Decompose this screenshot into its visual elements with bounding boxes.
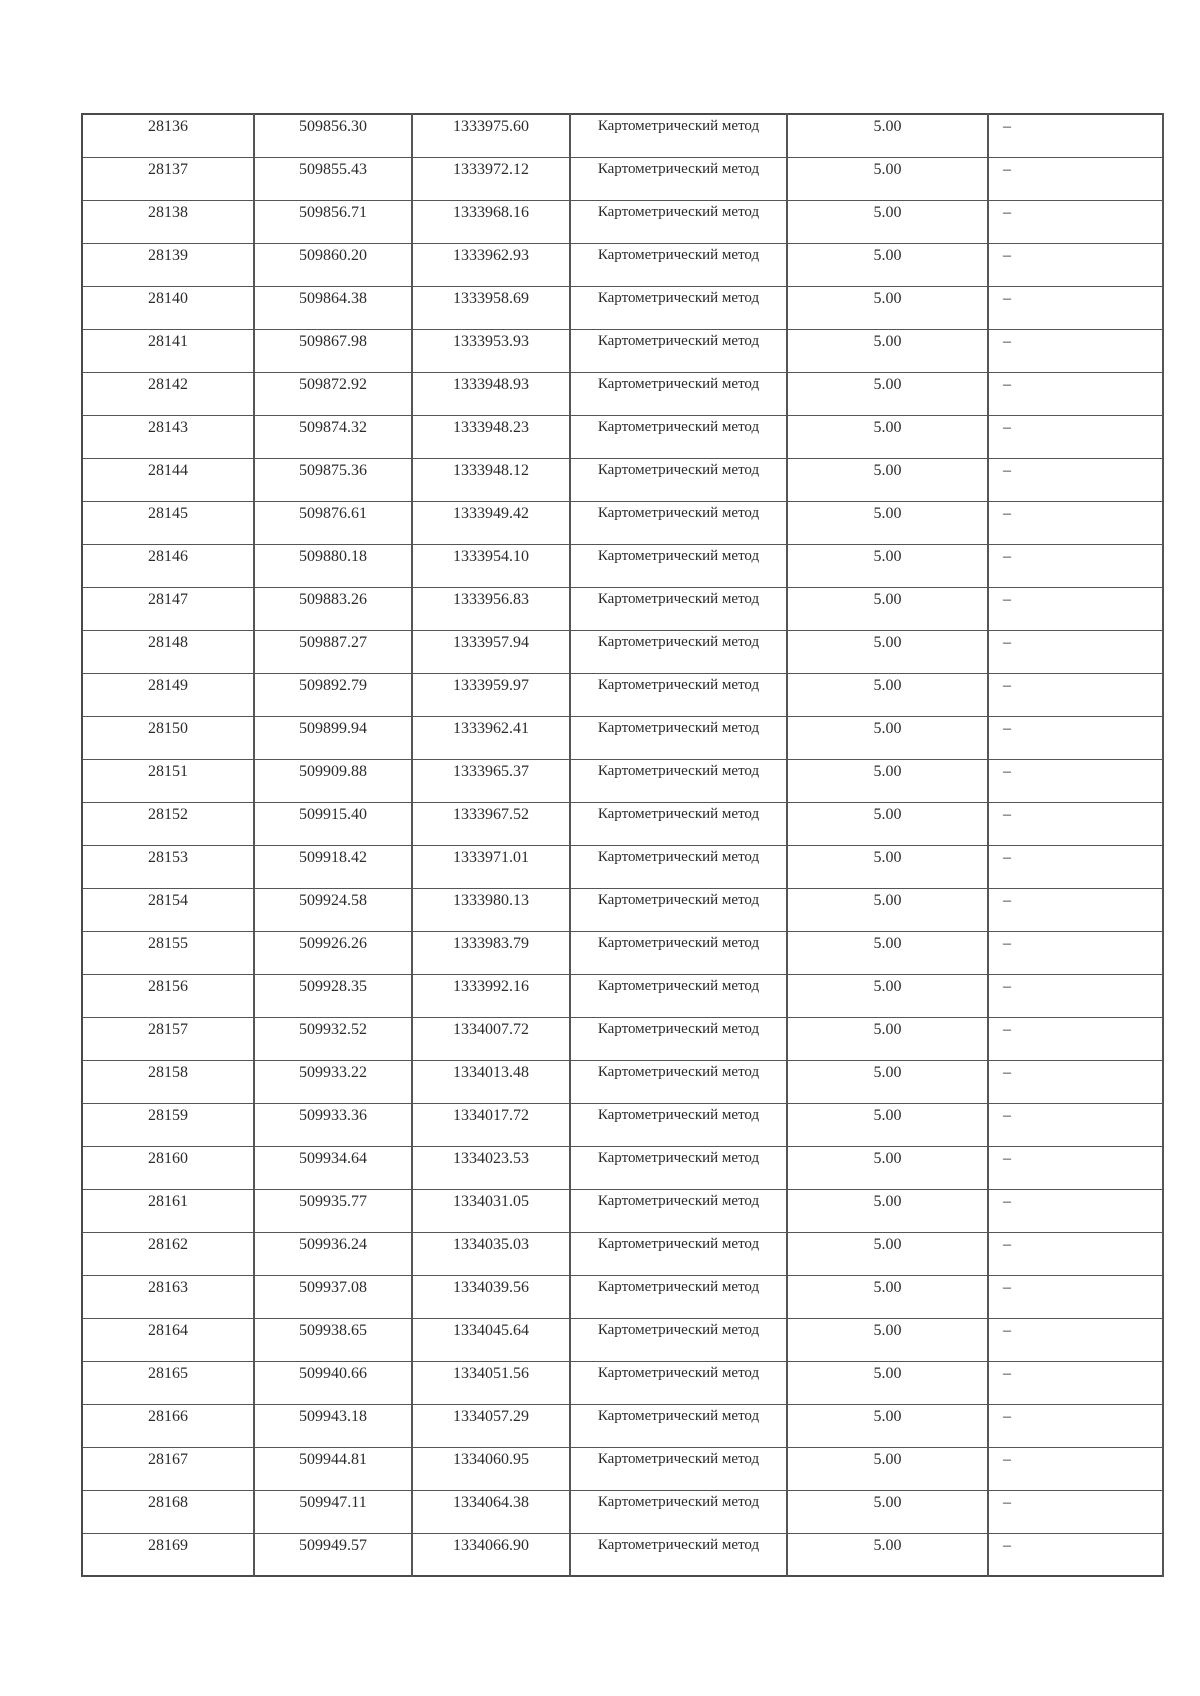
y-coordinate-cell: 1333983.79 — [412, 931, 570, 974]
note-cell: – — [988, 501, 1163, 544]
y-coordinate-cell: 1333953.93 — [412, 329, 570, 372]
table-row — [82, 759, 1163, 802]
note-cell: – — [988, 974, 1163, 1017]
x-coordinate-cell: 509943.18 — [254, 1404, 412, 1447]
coordinates-table — [81, 113, 1164, 1577]
note-cell: – — [988, 329, 1163, 372]
table-row — [82, 1275, 1163, 1318]
table-row — [82, 157, 1163, 200]
y-coordinate-cell: 1334064.38 — [412, 1490, 570, 1533]
y-coordinate-cell: 1333957.94 — [412, 630, 570, 673]
note-cell: – — [988, 114, 1163, 157]
point-number-cell: 28138 — [82, 200, 254, 243]
accuracy-cell: 5.00 — [787, 1533, 988, 1576]
table-row — [82, 1490, 1163, 1533]
accuracy-cell: 5.00 — [787, 1060, 988, 1103]
method-cell: Картометрический метод — [570, 1490, 787, 1533]
table-row — [82, 1404, 1163, 1447]
method-cell: Картометрический метод — [570, 630, 787, 673]
method-cell: Картометрический метод — [570, 587, 787, 630]
method-cell: Картометрический метод — [570, 1103, 787, 1146]
point-number-cell: 28166 — [82, 1404, 254, 1447]
method-cell: Картометрический метод — [570, 329, 787, 372]
method-cell: Картометрический метод — [570, 157, 787, 200]
accuracy-cell: 5.00 — [787, 286, 988, 329]
table-row — [82, 630, 1163, 673]
accuracy-cell: 5.00 — [787, 415, 988, 458]
x-coordinate-cell: 509936.24 — [254, 1232, 412, 1275]
method-cell: Картометрический метод — [570, 1318, 787, 1361]
table-row — [82, 1361, 1163, 1404]
method-cell: Картометрический метод — [570, 415, 787, 458]
method-cell: Картометрический метод — [570, 845, 787, 888]
x-coordinate-cell: 509935.77 — [254, 1189, 412, 1232]
y-coordinate-cell: 1334066.90 — [412, 1533, 570, 1576]
point-number-cell: 28148 — [82, 630, 254, 673]
table-row — [82, 544, 1163, 587]
point-number-cell: 28145 — [82, 501, 254, 544]
y-coordinate-cell: 1334045.64 — [412, 1318, 570, 1361]
y-coordinate-cell: 1334060.95 — [412, 1447, 570, 1490]
y-coordinate-cell: 1334023.53 — [412, 1146, 570, 1189]
method-cell: Картометрический метод — [570, 200, 787, 243]
point-number-cell: 28140 — [82, 286, 254, 329]
accuracy-cell: 5.00 — [787, 1404, 988, 1447]
x-coordinate-cell: 509949.57 — [254, 1533, 412, 1576]
accuracy-cell: 5.00 — [787, 630, 988, 673]
accuracy-cell: 5.00 — [787, 974, 988, 1017]
table-row — [82, 1060, 1163, 1103]
point-number-cell: 28163 — [82, 1275, 254, 1318]
note-cell: – — [988, 759, 1163, 802]
point-number-cell: 28150 — [82, 716, 254, 759]
table-row — [82, 587, 1163, 630]
note-cell: – — [988, 544, 1163, 587]
accuracy-cell: 5.00 — [787, 544, 988, 587]
note-cell: – — [988, 1361, 1163, 1404]
x-coordinate-cell: 509933.36 — [254, 1103, 412, 1146]
x-coordinate-cell: 509899.94 — [254, 716, 412, 759]
table-row — [82, 1318, 1163, 1361]
accuracy-cell: 5.00 — [787, 114, 988, 157]
accuracy-cell: 5.00 — [787, 1490, 988, 1533]
x-coordinate-cell: 509933.22 — [254, 1060, 412, 1103]
note-cell: – — [988, 1232, 1163, 1275]
note-cell: – — [988, 372, 1163, 415]
point-number-cell: 28147 — [82, 587, 254, 630]
point-number-cell: 28165 — [82, 1361, 254, 1404]
y-coordinate-cell: 1333948.12 — [412, 458, 570, 501]
accuracy-cell: 5.00 — [787, 1275, 988, 1318]
accuracy-cell: 5.00 — [787, 1189, 988, 1232]
method-cell: Картометрический метод — [570, 931, 787, 974]
point-number-cell: 28168 — [82, 1490, 254, 1533]
y-coordinate-cell: 1333968.16 — [412, 200, 570, 243]
table-row — [82, 845, 1163, 888]
method-cell: Картометрический метод — [570, 1060, 787, 1103]
note-cell: – — [988, 286, 1163, 329]
y-coordinate-cell: 1334051.56 — [412, 1361, 570, 1404]
method-cell: Картометрический метод — [570, 1275, 787, 1318]
point-number-cell: 28155 — [82, 931, 254, 974]
method-cell: Картометрический метод — [570, 759, 787, 802]
method-cell: Картометрический метод — [570, 1533, 787, 1576]
y-coordinate-cell: 1334017.72 — [412, 1103, 570, 1146]
table-row — [82, 1533, 1163, 1576]
point-number-cell: 28156 — [82, 974, 254, 1017]
accuracy-cell: 5.00 — [787, 200, 988, 243]
accuracy-cell: 5.00 — [787, 1232, 988, 1275]
point-number-cell: 28162 — [82, 1232, 254, 1275]
table-row — [82, 1103, 1163, 1146]
x-coordinate-cell: 509934.64 — [254, 1146, 412, 1189]
y-coordinate-cell: 1334057.29 — [412, 1404, 570, 1447]
point-number-cell: 28164 — [82, 1318, 254, 1361]
note-cell: – — [988, 1318, 1163, 1361]
y-coordinate-cell: 1333992.16 — [412, 974, 570, 1017]
table-row — [82, 716, 1163, 759]
y-coordinate-cell: 1334013.48 — [412, 1060, 570, 1103]
note-cell: – — [988, 415, 1163, 458]
table-row — [82, 1232, 1163, 1275]
point-number-cell: 28153 — [82, 845, 254, 888]
method-cell: Картометрический метод — [570, 1232, 787, 1275]
y-coordinate-cell: 1333954.10 — [412, 544, 570, 587]
accuracy-cell: 5.00 — [787, 1146, 988, 1189]
method-cell: Картометрический метод — [570, 243, 787, 286]
table-row — [82, 1447, 1163, 1490]
note-cell: – — [988, 1060, 1163, 1103]
note-cell: – — [988, 716, 1163, 759]
point-number-cell: 28143 — [82, 415, 254, 458]
x-coordinate-cell: 509915.40 — [254, 802, 412, 845]
table-row — [82, 243, 1163, 286]
y-coordinate-cell: 1333959.97 — [412, 673, 570, 716]
x-coordinate-cell: 509875.36 — [254, 458, 412, 501]
note-cell: – — [988, 157, 1163, 200]
method-cell: Картометрический метод — [570, 544, 787, 587]
accuracy-cell: 5.00 — [787, 157, 988, 200]
note-cell: – — [988, 1275, 1163, 1318]
y-coordinate-cell: 1333949.42 — [412, 501, 570, 544]
x-coordinate-cell: 509918.42 — [254, 845, 412, 888]
y-coordinate-cell: 1333972.12 — [412, 157, 570, 200]
x-coordinate-cell: 509880.18 — [254, 544, 412, 587]
point-number-cell: 28158 — [82, 1060, 254, 1103]
y-coordinate-cell: 1333971.01 — [412, 845, 570, 888]
point-number-cell: 28154 — [82, 888, 254, 931]
note-cell: – — [988, 888, 1163, 931]
x-coordinate-cell: 509892.79 — [254, 673, 412, 716]
coordinates-table-body — [82, 114, 1163, 1576]
note-cell: – — [988, 1189, 1163, 1232]
note-cell: – — [988, 845, 1163, 888]
x-coordinate-cell: 509944.81 — [254, 1447, 412, 1490]
table-row — [82, 415, 1163, 458]
method-cell: Картометрический метод — [570, 716, 787, 759]
accuracy-cell: 5.00 — [787, 1103, 988, 1146]
y-coordinate-cell: 1333948.23 — [412, 415, 570, 458]
y-coordinate-cell: 1334007.72 — [412, 1017, 570, 1060]
note-cell: – — [988, 630, 1163, 673]
note-cell: – — [988, 1017, 1163, 1060]
method-cell: Картометрический метод — [570, 501, 787, 544]
table-row — [82, 1017, 1163, 1060]
note-cell: – — [988, 673, 1163, 716]
x-coordinate-cell: 509874.32 — [254, 415, 412, 458]
table-row — [82, 329, 1163, 372]
point-number-cell: 28151 — [82, 759, 254, 802]
x-coordinate-cell: 509872.92 — [254, 372, 412, 415]
x-coordinate-cell: 509947.11 — [254, 1490, 412, 1533]
note-cell: – — [988, 587, 1163, 630]
accuracy-cell: 5.00 — [787, 243, 988, 286]
accuracy-cell: 5.00 — [787, 329, 988, 372]
table-row — [82, 501, 1163, 544]
note-cell: – — [988, 1404, 1163, 1447]
note-cell: – — [988, 243, 1163, 286]
note-cell: – — [988, 1490, 1163, 1533]
x-coordinate-cell: 509938.65 — [254, 1318, 412, 1361]
note-cell: – — [988, 458, 1163, 501]
point-number-cell: 28142 — [82, 372, 254, 415]
accuracy-cell: 5.00 — [787, 501, 988, 544]
y-coordinate-cell: 1333962.41 — [412, 716, 570, 759]
point-number-cell: 28160 — [82, 1146, 254, 1189]
accuracy-cell: 5.00 — [787, 1447, 988, 1490]
note-cell: – — [988, 1103, 1163, 1146]
note-cell: – — [988, 1533, 1163, 1576]
accuracy-cell: 5.00 — [787, 931, 988, 974]
accuracy-cell: 5.00 — [787, 587, 988, 630]
x-coordinate-cell: 509856.71 — [254, 200, 412, 243]
method-cell: Картометрический метод — [570, 673, 787, 716]
point-number-cell: 28157 — [82, 1017, 254, 1060]
point-number-cell: 28169 — [82, 1533, 254, 1576]
table-row — [82, 673, 1163, 716]
y-coordinate-cell: 1333967.52 — [412, 802, 570, 845]
accuracy-cell: 5.00 — [787, 716, 988, 759]
point-number-cell: 28137 — [82, 157, 254, 200]
point-number-cell: 28167 — [82, 1447, 254, 1490]
y-coordinate-cell: 1333980.13 — [412, 888, 570, 931]
table-row — [82, 372, 1163, 415]
accuracy-cell: 5.00 — [787, 845, 988, 888]
accuracy-cell: 5.00 — [787, 673, 988, 716]
y-coordinate-cell: 1334031.05 — [412, 1189, 570, 1232]
y-coordinate-cell: 1334035.03 — [412, 1232, 570, 1275]
note-cell: – — [988, 802, 1163, 845]
method-cell: Картометрический метод — [570, 372, 787, 415]
method-cell: Картометрический метод — [570, 802, 787, 845]
accuracy-cell: 5.00 — [787, 888, 988, 931]
point-number-cell: 28146 — [82, 544, 254, 587]
table-row — [82, 1146, 1163, 1189]
table-row — [82, 458, 1163, 501]
table-row — [82, 974, 1163, 1017]
table-row — [82, 1189, 1163, 1232]
y-coordinate-cell: 1333948.93 — [412, 372, 570, 415]
point-number-cell: 28144 — [82, 458, 254, 501]
accuracy-cell: 5.00 — [787, 1361, 988, 1404]
x-coordinate-cell: 509932.52 — [254, 1017, 412, 1060]
accuracy-cell: 5.00 — [787, 1318, 988, 1361]
table-row — [82, 931, 1163, 974]
method-cell: Картометрический метод — [570, 888, 787, 931]
table-row — [82, 286, 1163, 329]
x-coordinate-cell: 509926.26 — [254, 931, 412, 974]
x-coordinate-cell: 509928.35 — [254, 974, 412, 1017]
y-coordinate-cell: 1333962.93 — [412, 243, 570, 286]
y-coordinate-cell: 1333965.37 — [412, 759, 570, 802]
method-cell: Картометрический метод — [570, 1404, 787, 1447]
point-number-cell: 28136 — [82, 114, 254, 157]
accuracy-cell: 5.00 — [787, 802, 988, 845]
x-coordinate-cell: 509940.66 — [254, 1361, 412, 1404]
method-cell: Картометрический метод — [570, 286, 787, 329]
x-coordinate-cell: 509855.43 — [254, 157, 412, 200]
method-cell: Картометрический метод — [570, 1189, 787, 1232]
x-coordinate-cell: 509883.26 — [254, 587, 412, 630]
accuracy-cell: 5.00 — [787, 759, 988, 802]
note-cell: – — [988, 1146, 1163, 1189]
method-cell: Картометрический метод — [570, 458, 787, 501]
y-coordinate-cell: 1334039.56 — [412, 1275, 570, 1318]
x-coordinate-cell: 509856.30 — [254, 114, 412, 157]
x-coordinate-cell: 509937.08 — [254, 1275, 412, 1318]
method-cell: Картометрический метод — [570, 1146, 787, 1189]
x-coordinate-cell: 509864.38 — [254, 286, 412, 329]
table-row — [82, 888, 1163, 931]
x-coordinate-cell: 509867.98 — [254, 329, 412, 372]
y-coordinate-cell: 1333956.83 — [412, 587, 570, 630]
method-cell: Картометрический метод — [570, 114, 787, 157]
note-cell: – — [988, 931, 1163, 974]
method-cell: Картометрический метод — [570, 1017, 787, 1060]
table-row — [82, 802, 1163, 845]
x-coordinate-cell: 509860.20 — [254, 243, 412, 286]
y-coordinate-cell: 1333975.60 — [412, 114, 570, 157]
table-row — [82, 114, 1163, 157]
method-cell: Картометрический метод — [570, 1447, 787, 1490]
x-coordinate-cell: 509887.27 — [254, 630, 412, 673]
point-number-cell: 28159 — [82, 1103, 254, 1146]
point-number-cell: 28149 — [82, 673, 254, 716]
point-number-cell: 28161 — [82, 1189, 254, 1232]
point-number-cell: 28139 — [82, 243, 254, 286]
table-row — [82, 200, 1163, 243]
note-cell: – — [988, 1447, 1163, 1490]
point-number-cell: 28141 — [82, 329, 254, 372]
method-cell: Картометрический метод — [570, 1361, 787, 1404]
x-coordinate-cell: 509909.88 — [254, 759, 412, 802]
method-cell: Картометрический метод — [570, 974, 787, 1017]
point-number-cell: 28152 — [82, 802, 254, 845]
x-coordinate-cell: 509924.58 — [254, 888, 412, 931]
accuracy-cell: 5.00 — [787, 372, 988, 415]
accuracy-cell: 5.00 — [787, 458, 988, 501]
x-coordinate-cell: 509876.61 — [254, 501, 412, 544]
note-cell: – — [988, 200, 1163, 243]
y-coordinate-cell: 1333958.69 — [412, 286, 570, 329]
accuracy-cell: 5.00 — [787, 1017, 988, 1060]
